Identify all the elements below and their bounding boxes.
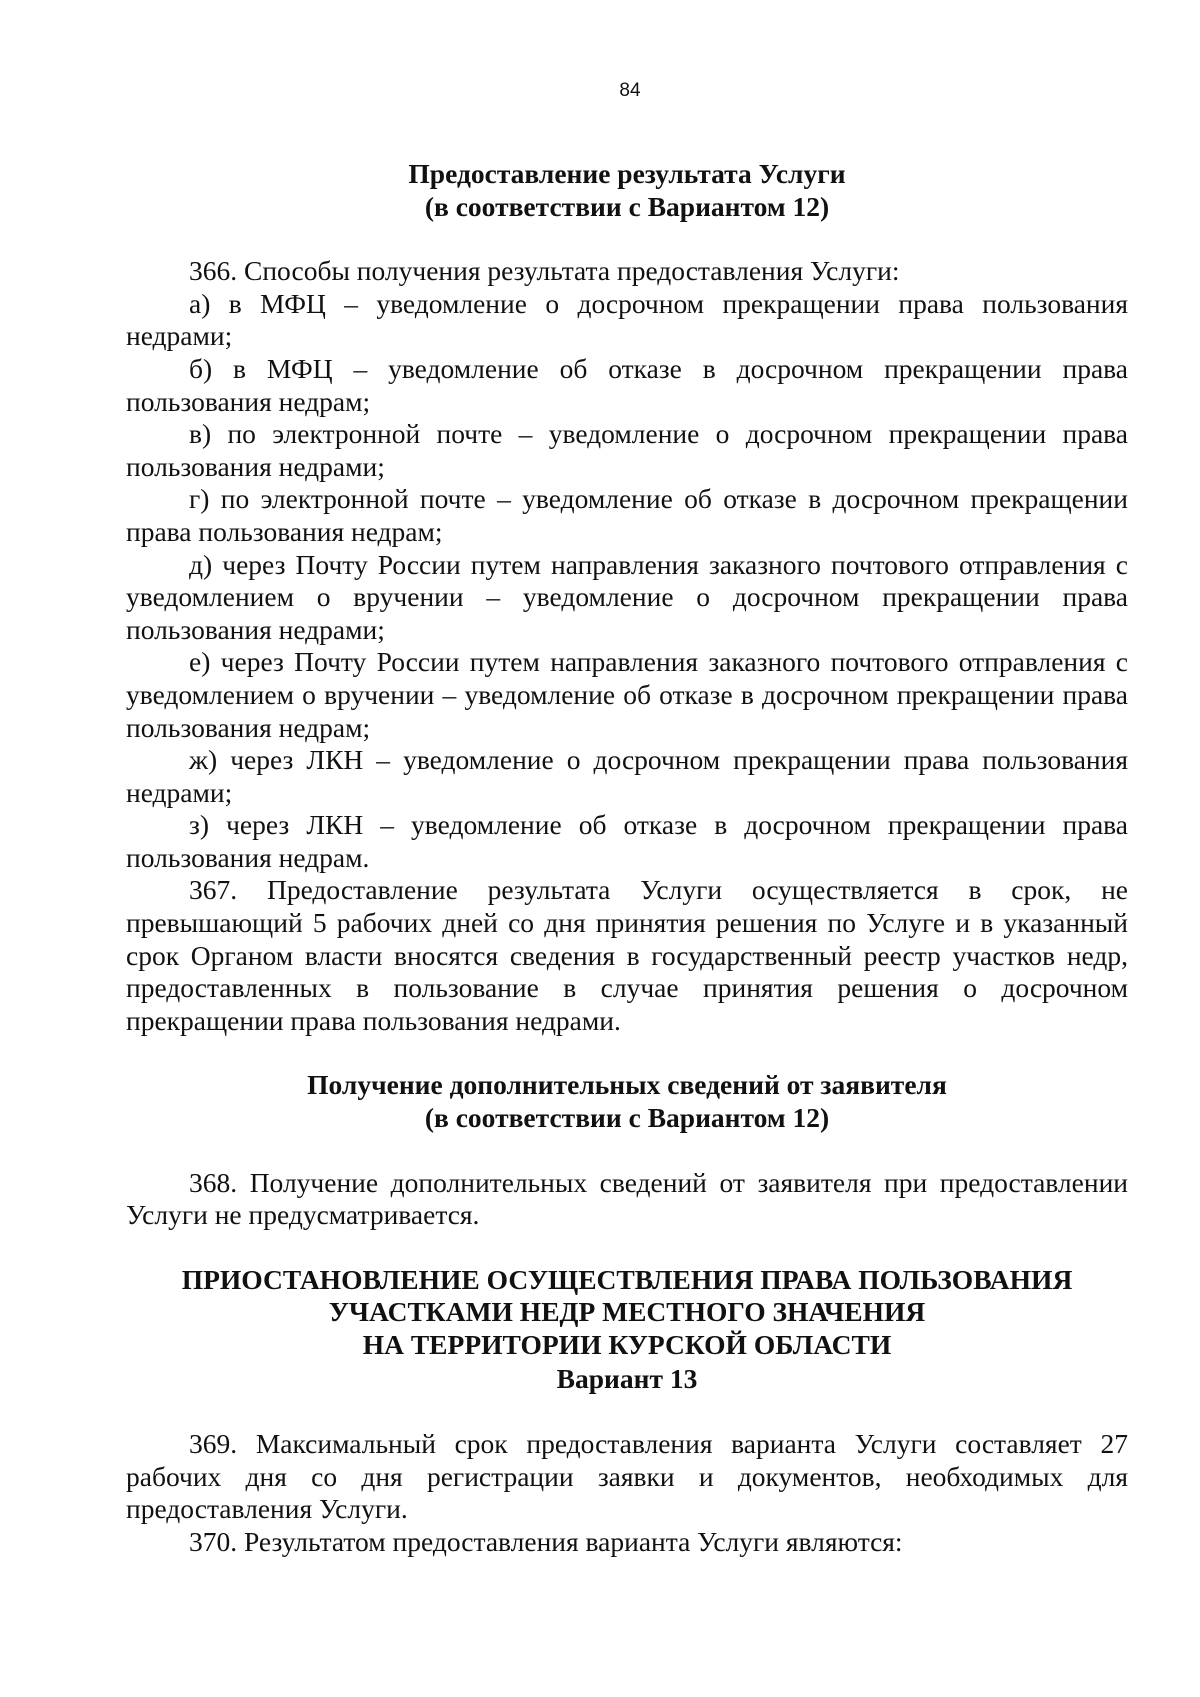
list-item-v: в) по электронной почте – уведомление о досрочном прекращении права пользования недрами; [126, 418, 1128, 482]
list-item-e: е) через Почту России путем направления заказного почтового отправления с уведомлением о вручении – уведомление об отказе в досрочном прекращении права пользования недрам; [126, 646, 1128, 743]
variant-label: Вариант 13 [556, 1362, 698, 1394]
page-number: 84 [619, 80, 641, 101]
section-heading-additional-info [126, 1069, 1128, 1134]
list-item-a: а) в МФЦ – уведомление о досрочном прекращении права пользования недрами; [126, 287, 1128, 352]
list-item-z: з) через ЛКН – уведомление об отказе в досрочном прекращении права пользования недрам. [126, 809, 1128, 873]
heading-line: НА ТЕРРИТОРИИ КУРСКОЙ ОБЛАСТИ [362, 1329, 892, 1360]
list-item-b: б) в МФЦ – уведомление об отказе в досрочном прекращении права пользования недрам; [126, 352, 1128, 417]
list-item-g: г) по электронной почте – уведомление об отказе в досрочном прекращении права пользования недрам; [126, 483, 1128, 547]
paragraph-370: 370. Результатом предоставления варианта Услуги являются: [189, 1525, 903, 1557]
paragraph-369: 369. Максимальный срок предоставления варианта Услуги составляет 27 рабочих дня со дня регистрации заявки и документов, необходимых для предоставления Услуги. [126, 1428, 1128, 1525]
document-body [126, 158, 1128, 1559]
heading-line: Получение дополнительных сведений от заявителя [307, 1069, 947, 1101]
list-item-d: д) через Почту России путем направления заказного почтового отправления с уведомлением о вручении – уведомление о досрочном прекращении права пользования недрами; [126, 548, 1128, 645]
paragraph-366: 366. Способы получения результата предоставления Услуги: [189, 255, 900, 287]
paragraph-367: 367. Предоставление результата Услуги осуществляется в срок, не превышающий 5 рабочих дней со дня принятия решения по Услуге и в указанный срок Органом власти вносятся сведения в государственный реестр участков недр, предоставленных в пользование в случае принятия решения о досрочном прекращении права пользования недрами. [126, 874, 1128, 1036]
heading-line: Предоставление результата Услуги [408, 158, 846, 189]
list-item-zh: ж) через ЛКН – уведомление о досрочном прекращении права пользования недрами; [126, 744, 1128, 808]
heading-line: (в соответствии с Вариантом 12) [424, 1102, 830, 1134]
section-heading-suspension [126, 1264, 1128, 1395]
section-heading-result [126, 158, 1128, 223]
heading-line: (в соответствии с Вариантом 12) [424, 190, 830, 222]
heading-line: ПРИОСТАНОВЛЕНИЕ ОСУЩЕСТВЛЕНИЯ ПРАВА ПОЛЬЗОВАНИЯ [181, 1263, 1073, 1295]
heading-line: УЧАСТКАМИ НЕДР МЕСТНОГО ЗНАЧЕНИЯ [328, 1296, 926, 1328]
paragraph-368: 368. Получение дополнительных сведений от заявителя при предоставлении Услуги не предусматривается. [126, 1166, 1128, 1231]
